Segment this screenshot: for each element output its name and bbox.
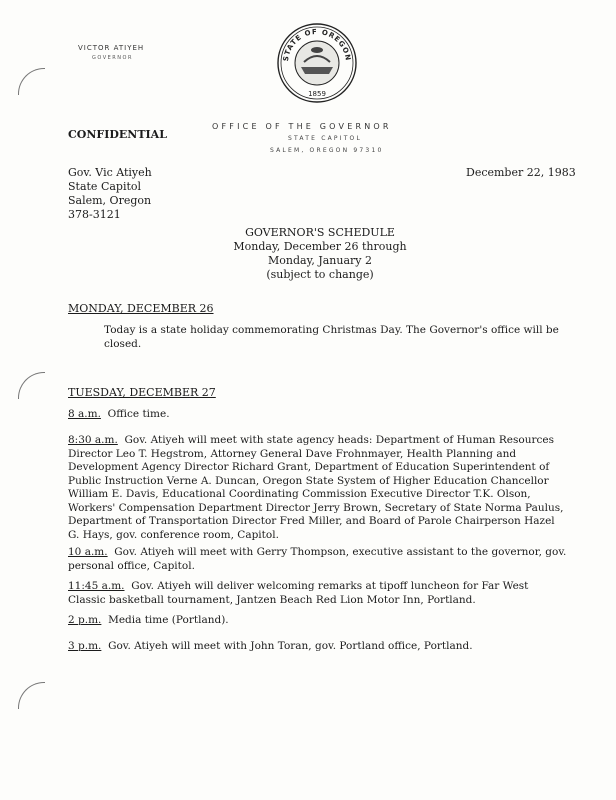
sender-block xyxy=(68,166,152,222)
schedule-entry xyxy=(68,546,568,573)
entry-text: Gov. Atiyeh will meet with Gerry Thompson, executive assistant to the governor, gov. personal office, Capitol. xyxy=(68,546,567,572)
schedule-entry xyxy=(68,434,568,542)
office-city: SALEM, OREGON 97310 xyxy=(270,147,384,154)
seal-top-text: STATE OF OREGON xyxy=(281,27,353,62)
schedule-entry xyxy=(68,640,568,654)
governor-title: GOVERNOR xyxy=(92,55,133,61)
schedule-entry xyxy=(68,580,568,607)
entry-time: 3 p.m. xyxy=(68,640,102,652)
schedule-range: Monday, December 26 through xyxy=(233,240,407,253)
seal-year: 1859 xyxy=(308,90,326,98)
schedule-entry xyxy=(68,614,568,628)
entry-text: Gov. Atiyeh will deliver welcoming remarks at tipoff luncheon for Far West Classic basketball tournament, Jantzen Beach Red Lion Motor Inn, Portland. xyxy=(68,580,529,606)
entry-time: 8:30 a.m. xyxy=(68,434,118,446)
schedule-range: Monday, January 2 xyxy=(268,254,372,267)
confidential-label: CONFIDENTIAL xyxy=(68,128,167,141)
sender-line: State Capitol xyxy=(68,180,142,193)
entry-time: 10 a.m. xyxy=(68,546,108,558)
sender-line: 378-3121 xyxy=(68,208,121,221)
tuesday-heading: TUESDAY, DECEMBER 27 xyxy=(68,386,216,399)
punch-hole-mark xyxy=(18,68,45,95)
schedule-header xyxy=(200,226,440,282)
monday-text: Today is a state holiday commemorating Christmas Day. The Governor's office will be closed. xyxy=(104,324,559,350)
punch-hole-mark xyxy=(18,372,45,399)
schedule-note: (subject to change) xyxy=(266,268,374,281)
office-title: OFFICE OF THE GOVERNOR xyxy=(212,122,392,131)
entry-time: 2 p.m. xyxy=(68,614,102,626)
sender-line: Gov. Vic Atiyeh xyxy=(68,166,152,179)
governor-name: VICTOR ATIYEH xyxy=(78,44,145,52)
entry-time: 8 a.m. xyxy=(68,408,101,420)
schedule-title: GOVERNOR'S SCHEDULE xyxy=(245,226,395,239)
entry-text: Office time. xyxy=(107,408,170,420)
state-seal xyxy=(276,22,358,104)
entry-text: Gov. Atiyeh will meet with state agency heads: Department of Human Resources Director Leo T. Hegstrom, Attorney General Dave Frohnmayer, Health Planning and Development Agency Director Richard Grant, Department of Education Superintendent of Public Instruction Verne A. Duncan, Oregon State System of Higher Education Chancellor William E. Davis, Educational Coordinating Commission Executive Director T.K. Olson, Workers' Compensation Department Director Jerry Brown, Secretary of State Norma Paulus, Department of Transportation Director Fred Miller, and Board of Parole Chairperson Hazel G. Hays, gov. conference room, Capitol. xyxy=(68,434,564,541)
entry-time: 11:45 a.m. xyxy=(68,580,125,592)
punch-hole-mark xyxy=(18,682,45,709)
monday-heading: MONDAY, DECEMBER 26 xyxy=(68,302,214,315)
office-capitol: STATE CAPITOL xyxy=(288,135,363,142)
entry-text: Gov. Atiyeh will meet with John Toran, gov. Portland office, Portland. xyxy=(108,640,473,652)
entry-text: Media time (Portland). xyxy=(108,614,229,626)
schedule-entry xyxy=(68,408,568,422)
memo-date: December 22, 1983 xyxy=(466,166,576,179)
sender-line: Salem, Oregon xyxy=(68,194,152,207)
